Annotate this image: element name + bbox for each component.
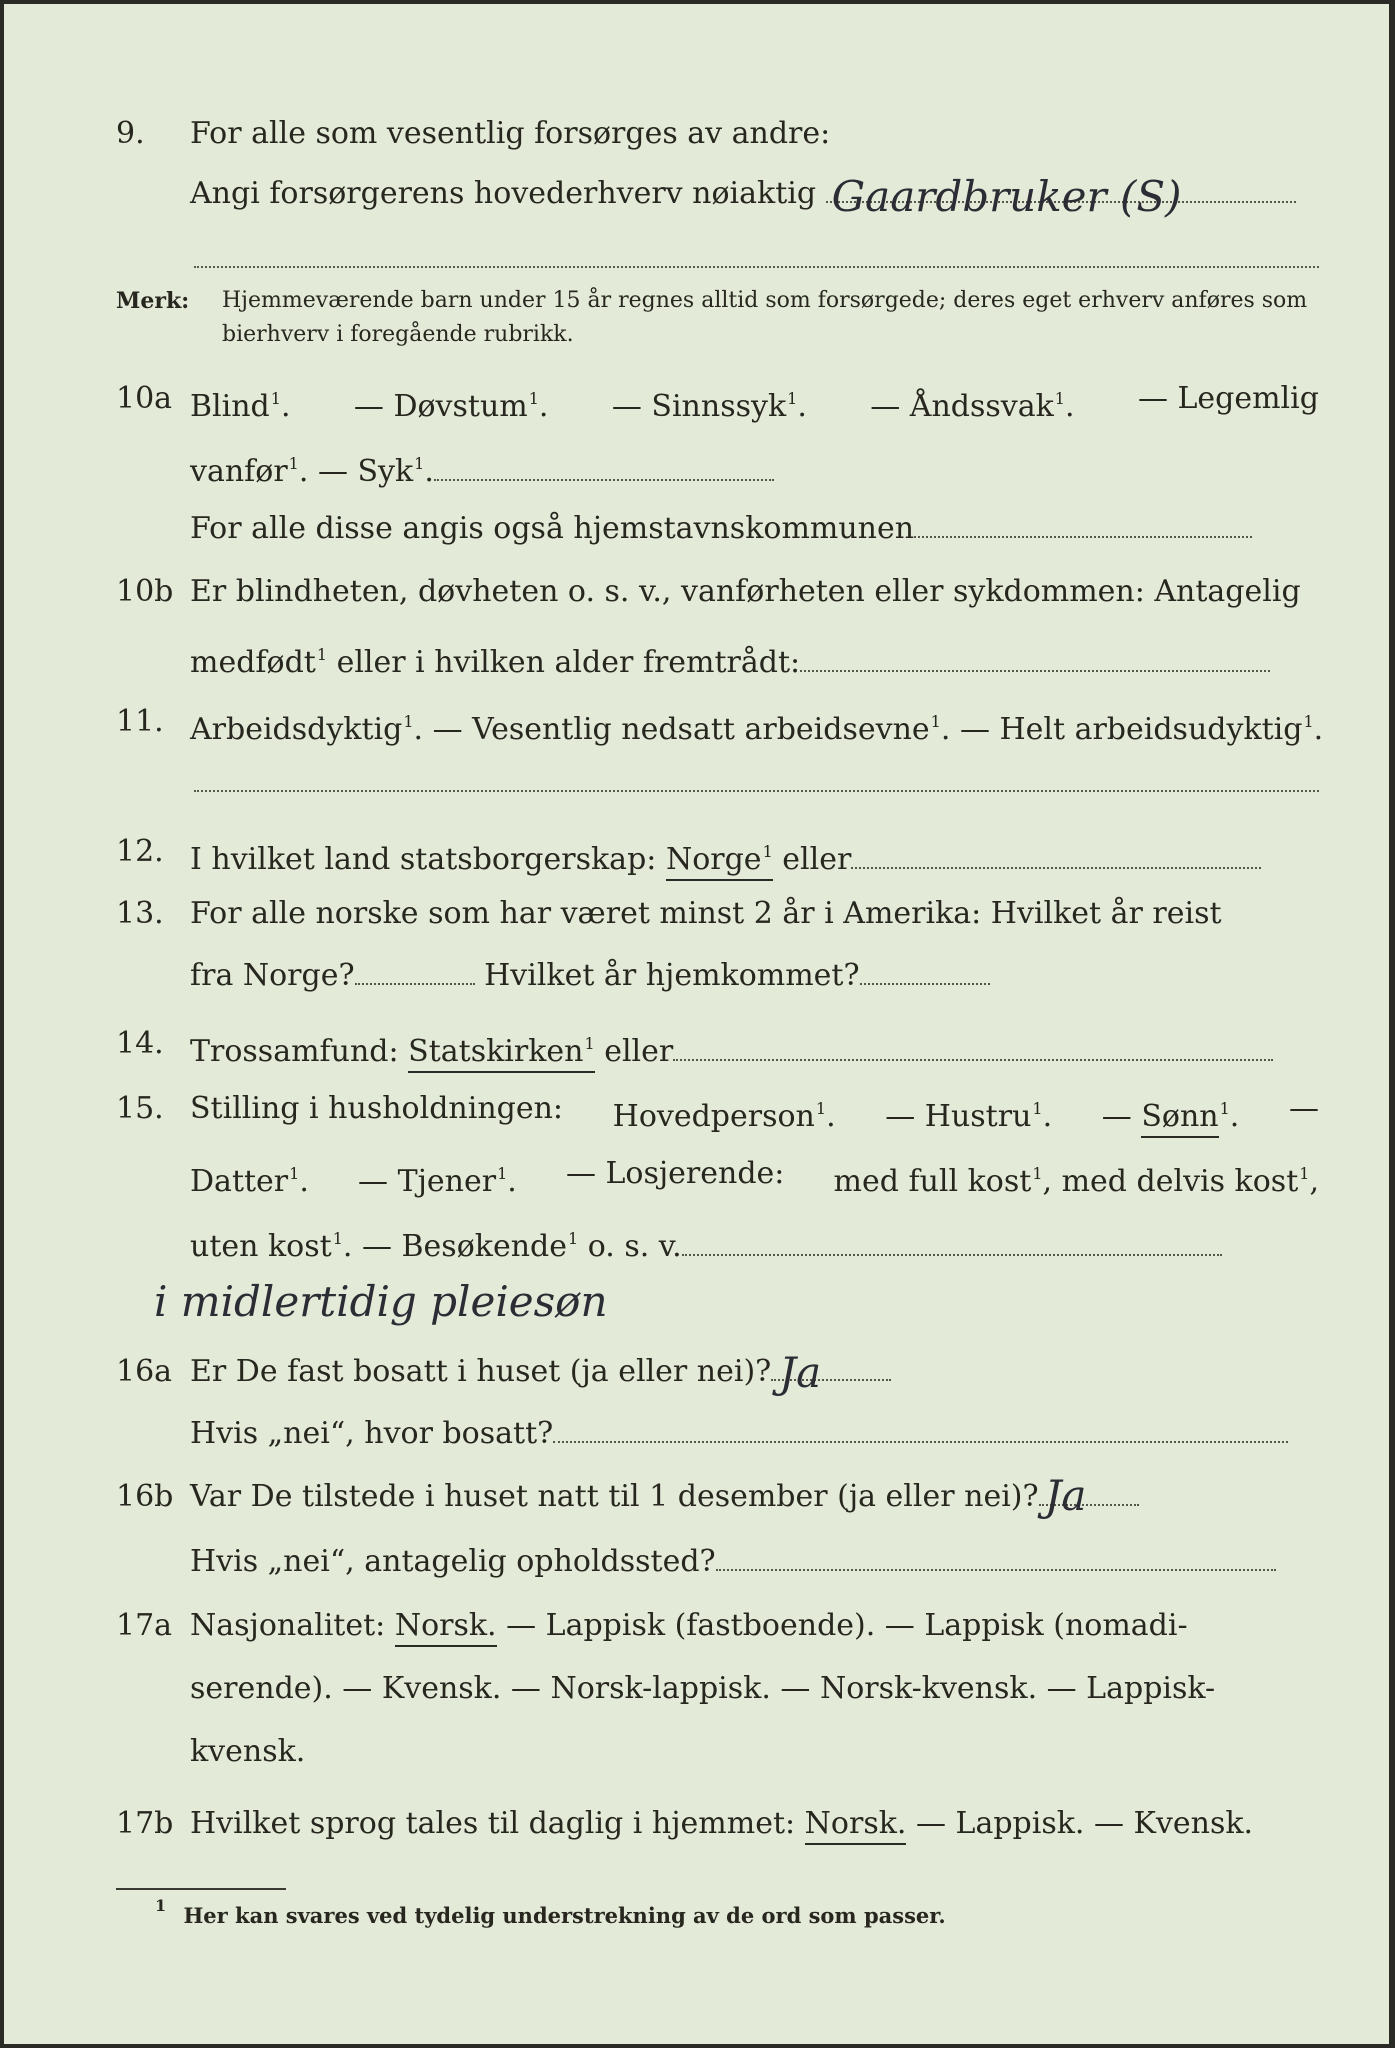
q13-row-1 (4, 884, 1389, 944)
q17a-row-3 (4, 1722, 1389, 1782)
q10a-row-2 (4, 434, 1389, 494)
q10a-vanfor[interactable]: vanfør$^1$. (190, 454, 309, 489)
q14-statskirken-option[interactable]: Statskirken$^1$ (408, 1034, 595, 1073)
q15-dash: — (1288, 1091, 1319, 1126)
q10a-number: 10a (116, 381, 173, 416)
census-form-page (4, 4, 1389, 2044)
q10a-sinnssyk[interactable]: — Sinnssyk$^1$. (611, 389, 807, 424)
separator-rule (194, 266, 1319, 268)
q16b-text-2 (190, 1532, 1319, 1592)
q10b-row-2 (4, 625, 1389, 685)
q14-text (190, 1014, 1319, 1082)
q15-hovedperson[interactable]: Hovedperson$^1$. (612, 1099, 836, 1134)
q15-answer-handwritten[interactable]: i midlertidig pleiesøn (154, 1277, 608, 1326)
q15-text-3 (190, 1209, 1319, 1277)
q10b-text-1: Er blindheten, døvheten o. s. v., vanførheten eller sykdommen: Antagelig (190, 574, 1301, 609)
q17b-other-options[interactable]: — Lappisk. — Kvensk. (915, 1806, 1254, 1841)
q10a-syk[interactable]: — Syk$^1$. (317, 454, 434, 489)
q10b-row-1 (4, 562, 1389, 622)
q17b-number: 17b (116, 1806, 174, 1841)
q15-text-1 (190, 1079, 1319, 1147)
q16b-opholdssted-label: Hvis „nei“, antagelig opholdssted? (190, 1544, 716, 1579)
q9-question: Angi forsørgerens hovederhverv nøiaktig (190, 176, 817, 211)
q12-eller: eller (782, 842, 852, 877)
q16a-row-1 (4, 1342, 1389, 1402)
q16a-row-2 (4, 1404, 1389, 1464)
q15-row-3 (4, 1209, 1389, 1269)
q12-label: I hvilket land statsborgerskap: (190, 842, 657, 877)
q15-datter[interactable]: Datter$^1$. (190, 1164, 309, 1199)
q15-answer-row (4, 1272, 1389, 1332)
q13-row-2 (4, 946, 1389, 1006)
q16b-text-1 (190, 1467, 1319, 1527)
q17b-row (4, 1794, 1389, 1854)
q9-row-1 (4, 104, 1389, 164)
q10a-blind[interactable]: Blind$^1$. (190, 389, 291, 424)
q17a-options-1[interactable]: — Lappisk (fastboende). — Lappisk (nomadi- (506, 1608, 1188, 1643)
q13-text-1: For alle norske som har været minst 2 år i Amerika: Hvilket år reist (190, 896, 1222, 931)
q10a-legemlig[interactable]: — Legemlig (1137, 381, 1319, 416)
q15-besokende[interactable]: — Besøkende$^1$ (361, 1229, 579, 1264)
q16b-question: Var De tilstede i huset natt til 1 desember (ja eller nei)? (190, 1479, 1039, 1514)
q9-text-1: For alle som vesentlig forsørges av andre: (190, 116, 831, 151)
q17a-number: 17a (116, 1608, 173, 1643)
q11-udyktig[interactable]: — Helt arbeidsudyktig$^1$. (959, 712, 1324, 747)
q16a-answer-field[interactable] (771, 1348, 891, 1397)
q16a-bosatt-label: Hvis „nei“, hvor bosatt? (190, 1416, 554, 1451)
q10a-text-2 (190, 434, 1319, 502)
q14-label: Trossamfund: (190, 1034, 399, 1069)
q13-hjemkommet-field[interactable] (860, 983, 990, 985)
q13-reist-label: fra Norge? (190, 958, 355, 993)
footnote (154, 1896, 946, 1928)
q11-arbeidsdyktig[interactable]: Arbeidsdyktig$^1$. (190, 712, 424, 747)
q15-row-1 (4, 1079, 1389, 1139)
q17a-row-1 (4, 1596, 1389, 1656)
q17b-text (190, 1794, 1319, 1854)
q11-answer-line[interactable] (194, 790, 1319, 792)
q15-uten-kost[interactable]: uten kost$^1$. (190, 1229, 353, 1264)
q13-reist-field[interactable] (355, 983, 475, 985)
q11-text (190, 692, 1324, 760)
q16b-number: 16b (116, 1479, 174, 1514)
q16a-text-2 (190, 1404, 1319, 1464)
q13-hjemkommet-label: Hvilket år hjemkommet? (484, 958, 860, 993)
q16a-answer-handwritten: Ja (779, 1348, 822, 1397)
q10a-hjemstavn-label: For alle disse angis også hjemstavnskommunen (190, 511, 915, 546)
q10a-syk-field[interactable] (434, 479, 774, 481)
q12-number: 12. (116, 834, 164, 869)
q12-other-field[interactable] (851, 867, 1261, 869)
q17a-norsk-option[interactable]: Norsk. (395, 1608, 497, 1647)
q16b-answer-field[interactable] (1039, 1471, 1139, 1520)
q9-text-2 (190, 164, 1319, 224)
q14-other-field[interactable] (673, 1059, 1273, 1061)
q17a-text-3[interactable]: kvensk. (190, 1734, 306, 1769)
q9-answer-field[interactable] (826, 172, 1296, 221)
q10a-dovstum[interactable]: — Døvstum$^1$. (353, 389, 549, 424)
q15-number: 15. (116, 1091, 164, 1126)
q10b-number: 10b (116, 574, 174, 609)
q11-nedsatt[interactable]: — Vesentlig nedsatt arbeidsevne$^1$. (432, 712, 951, 747)
q12-norge-option[interactable]: Norge$^1$ (666, 842, 773, 881)
note-text: Hjemmeværende barn under 15 år regnes alltid som forsørgede; deres eget erhverv anføres som bierhverv i foregående rubrikk. (222, 288, 1308, 347)
q16b-answer-handwritten: Ja (1044, 1471, 1087, 1520)
q10a-row-3 (4, 499, 1389, 559)
footnote-rule (116, 1888, 286, 1890)
q15-losjerende: — Losjerende: (565, 1156, 785, 1191)
q10b-text-2 (190, 625, 1319, 693)
q11-number: 11. (116, 704, 164, 739)
q10b-medfodt[interactable]: medfødt$^1$ (190, 645, 328, 680)
q15-hustru[interactable]: — Hustru$^1$. (885, 1099, 1053, 1134)
q10a-andssvak[interactable]: — Åndssvak$^1$. (870, 389, 1075, 424)
q15-other-field[interactable] (682, 1254, 1222, 1256)
q17a-text-2[interactable]: serende). — Kvensk. — Norsk-lappisk. — Norsk-kvensk. — Lappisk- (190, 1671, 1216, 1706)
q15-tjener[interactable]: — Tjener$^1$. (358, 1164, 517, 1199)
q17b-question: Hvilket sprog tales til daglig i hjemmet: (190, 1806, 796, 1841)
footnote-text: Her kan svares ved tydelig understrekning av de ord som passer. (183, 1903, 946, 1928)
q11-row (4, 692, 1389, 752)
footnote-mark: 1 (155, 1896, 167, 1915)
q15-full-kost[interactable]: med full kost$^1$, med delvis kost$^1$, (833, 1164, 1319, 1199)
q9-row-2 (4, 164, 1389, 224)
q17b-norsk-option[interactable]: Norsk. (805, 1806, 907, 1845)
q9-number: 9. (116, 116, 145, 151)
q16b-row-2 (4, 1532, 1389, 1592)
q14-number: 14. (116, 1026, 164, 1061)
q16b-row-1 (4, 1467, 1389, 1527)
q10a-text-3 (190, 499, 1319, 559)
q10b-alder-field[interactable] (800, 670, 1270, 672)
q16a-text-1 (190, 1342, 1319, 1402)
q15-text-2 (190, 1144, 1319, 1212)
q10a-hjemstavn-field[interactable] (914, 536, 1252, 538)
q15-row-2 (4, 1144, 1389, 1204)
q15-sonn[interactable]: — Sønn$^1$. (1102, 1079, 1240, 1147)
q10a-row-1 (4, 369, 1389, 429)
q16b-opholdssted-field[interactable] (716, 1569, 1276, 1571)
note-label: Merk: (116, 288, 190, 314)
q17a-label: Nasjonalitet: (190, 1608, 386, 1643)
q14-eller: eller (604, 1034, 674, 1069)
q17a-row-2 (4, 1659, 1389, 1719)
q9-answer-handwritten: Gaardbruker (S) (831, 172, 1182, 221)
q15-osv: o. s. v. (587, 1229, 682, 1264)
q16a-bosatt-field[interactable] (553, 1441, 1288, 1443)
q10a-text-1 (190, 369, 1319, 437)
q13-text-2 (190, 946, 1319, 1006)
q12-text (190, 822, 1319, 890)
q12-row (4, 822, 1389, 882)
q14-row (4, 1014, 1389, 1074)
q10b-alder-label: eller i hvilken alder fremtrådt: (336, 645, 801, 680)
q15-label: Stilling i husholdningen: (190, 1091, 564, 1126)
q16a-number: 16a (116, 1354, 173, 1389)
q16a-question: Er De fast bosatt i huset (ja eller nei)? (190, 1354, 772, 1389)
q17a-text-1 (190, 1596, 1319, 1656)
q13-number: 13. (116, 896, 164, 931)
